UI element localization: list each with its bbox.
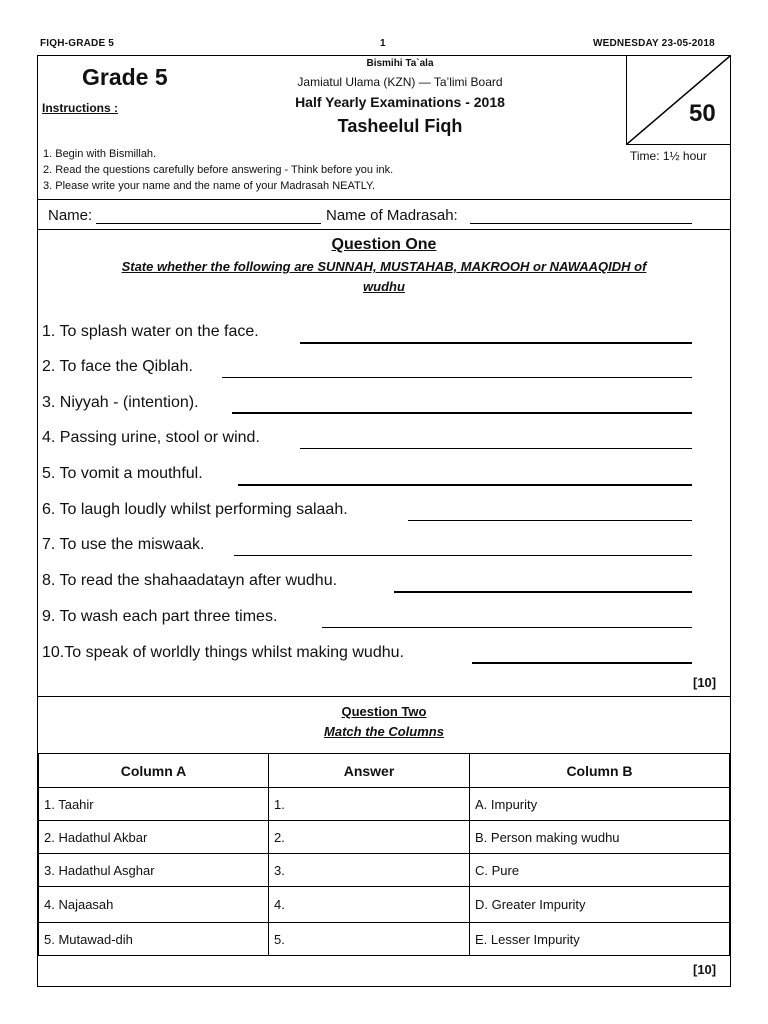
column-a-cell: 2. Hadathul Akbar — [39, 821, 269, 854]
answer-cell[interactable]: 3. — [269, 854, 470, 887]
question-item: 3. Niyyah - (intention). — [42, 394, 199, 411]
table-row — [39, 788, 730, 821]
answer-cell[interactable]: 2. — [269, 821, 470, 854]
page-number: 1 — [380, 38, 386, 49]
column-a-header: Column A — [39, 754, 269, 788]
question-two-subtitle: Match the Columns — [324, 724, 444, 739]
column-a-cell: 4. Najaasah — [39, 887, 269, 923]
table-header-row — [39, 754, 730, 788]
question-item: 1. To splash water on the face. — [42, 323, 259, 340]
column-b-cell: C. Pure — [470, 854, 730, 887]
question-item: 8. To read the shahaadatayn after wudhu. — [42, 572, 338, 589]
answer-line[interactable] — [394, 591, 692, 593]
answer-line[interactable] — [238, 484, 692, 486]
question-item: 7. To use the miswaak. — [42, 536, 205, 553]
bismihi: Bismihi Ta`ala — [366, 58, 434, 69]
question-item: 2. To face the Qiblah. — [42, 358, 193, 375]
question-one-title: Question One — [331, 236, 437, 253]
column-b-cell: D. Greater Impurity — [470, 887, 730, 923]
name-label: Name: — [48, 207, 93, 224]
answer-line[interactable] — [472, 662, 692, 664]
subject-title: Tasheelul Fiqh — [337, 116, 463, 136]
answer-header: Answer — [269, 754, 470, 788]
column-b-header: Column B — [470, 754, 730, 788]
exam-time: Time: 1½ hour — [630, 149, 707, 163]
divider — [38, 229, 730, 230]
column-b-cell: B. Person making wudhu — [470, 821, 730, 854]
madrasah-field[interactable] — [470, 223, 692, 224]
question-item: 9. To wash each part three times. — [42, 608, 278, 625]
page-header-date: WEDNESDAY 23-05-2018 — [593, 38, 715, 49]
answer-cell[interactable]: 1. — [269, 788, 470, 821]
grade-title: Grade 5 — [82, 64, 168, 90]
column-a-cell: 3. Hadathul Asghar — [39, 854, 269, 887]
divider — [38, 199, 730, 200]
question-one-instruction-cont: wudhu — [363, 279, 405, 294]
madrasah-label: Name of Madrasah: — [326, 207, 458, 224]
answer-line[interactable] — [300, 342, 692, 344]
question-two-marks: [10] — [693, 962, 717, 977]
answer-cell[interactable]: 5. — [269, 923, 470, 956]
page-header-subject: FIQH-GRADE 5 — [40, 38, 115, 49]
instruction-1: 1. Begin with Bismillah. — [43, 148, 157, 160]
table-row — [39, 854, 730, 887]
exam-title: Half Yearly Examinations - 2018 — [295, 94, 505, 110]
divider — [38, 696, 730, 697]
instruction-2: 2. Read the questions carefully before answering - Think before you ink. — [43, 164, 394, 176]
answer-cell[interactable]: 4. — [269, 887, 470, 923]
answer-line[interactable] — [232, 412, 692, 414]
name-field[interactable] — [96, 223, 321, 224]
answer-line[interactable] — [322, 627, 692, 628]
board-name: Jamiatul Ulama (KZN) — Ta’limi Board — [297, 75, 503, 89]
table-row — [39, 923, 730, 956]
instructions-label: Instructions : — [42, 101, 119, 115]
column-b-cell: E. Lesser Impurity — [470, 923, 730, 956]
question-one-instruction: State whether the following are SUNNAH, MUSTAHAB, MAKROOH or NAWAAQIDH of — [121, 259, 647, 274]
question-one-marks: [10] — [693, 675, 717, 690]
answer-line[interactable] — [234, 555, 692, 556]
question-item: 10.To speak of worldly things whilst making wudhu. — [42, 644, 404, 661]
question-item: 6. To laugh loudly whilst performing salaah. — [42, 501, 348, 518]
column-a-cell: 5. Mutawad-dih — [39, 923, 269, 956]
question-item: 4. Passing urine, stool or wind. — [42, 429, 260, 446]
table-row — [39, 821, 730, 854]
column-a-cell: 1. Taahir — [39, 788, 269, 821]
answer-line[interactable] — [300, 448, 692, 449]
question-item: 5. To vomit a mouthful. — [42, 465, 203, 482]
question-two-title: Question Two — [341, 704, 427, 719]
answer-line[interactable] — [408, 520, 692, 521]
total-marks: 50 — [689, 100, 716, 127]
instruction-3: 3. Please write your name and the name of your Madrasah NEATLY. — [43, 180, 376, 192]
answer-line[interactable] — [222, 377, 692, 378]
column-b-cell: A. Impurity — [470, 788, 730, 821]
match-columns-table — [38, 753, 730, 956]
table-row — [39, 887, 730, 923]
